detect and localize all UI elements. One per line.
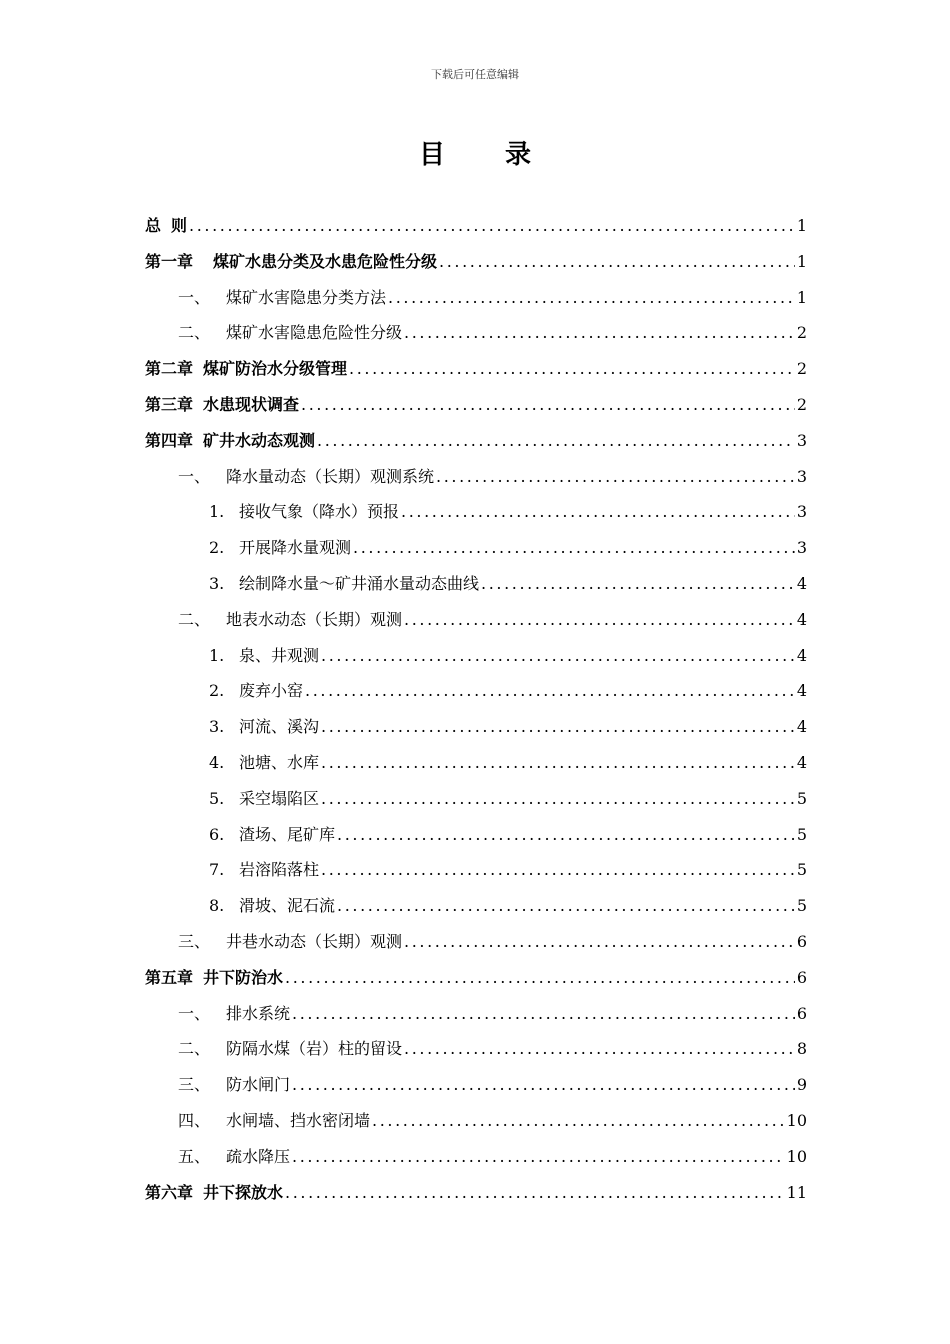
toc-entry-number: 一、	[178, 466, 211, 486]
toc-entry-number: 2.	[209, 538, 225, 558]
toc-entry-page: 8	[796, 1039, 807, 1059]
toc-entry[interactable]	[145, 638, 807, 674]
toc-entry[interactable]	[145, 888, 807, 924]
toc-entry[interactable]	[145, 960, 807, 996]
toc-entry-title: 地表水动态（长期）观测	[226, 609, 403, 629]
toc-entry-title: 井巷水动态（长期）观测	[226, 931, 403, 951]
toc-entry-page: 9	[796, 1075, 807, 1095]
toc-dot-leader	[292, 996, 795, 1032]
toc-entry[interactable]	[145, 208, 807, 244]
toc-entry-number: 三、	[178, 931, 211, 951]
toc-dot-leader	[321, 781, 795, 817]
toc-dot-leader	[401, 494, 795, 530]
toc-entry-page: 6	[796, 931, 807, 951]
toc-entry-title: 则	[171, 216, 188, 235]
toc-entry-number: 2.	[209, 681, 225, 701]
toc-entry-page: 4	[796, 717, 807, 737]
toc-entry-number: 3.	[209, 717, 225, 737]
toc-entry-title: 井下探放水	[203, 1182, 284, 1202]
toc-entry-number: 二、	[178, 609, 211, 629]
toc-entry-page: 5	[796, 788, 807, 808]
toc-entry[interactable]	[145, 817, 807, 853]
toc-entry-page: 4	[796, 609, 807, 629]
toc-entry-number: 二、	[178, 1039, 211, 1059]
toc-entry-number: 第五章	[145, 967, 194, 987]
toc-entry-page: 5	[796, 824, 807, 844]
toc-dot-leader	[189, 208, 795, 244]
toc-entry-number: 第四章	[145, 430, 194, 450]
toc-dot-leader	[349, 351, 795, 387]
toc-entry-title: 采空塌陷区	[239, 788, 320, 808]
toc-entry-number: 一、	[178, 287, 211, 307]
toc-entry-page: 4	[796, 645, 807, 665]
toc-dot-leader	[337, 888, 795, 924]
toc-entry-page: 4	[796, 752, 807, 772]
toc-entry[interactable]	[145, 745, 807, 781]
toc-entry[interactable]	[145, 852, 807, 888]
toc-entry-title: 滑坡、泥石流	[239, 896, 336, 916]
toc-entry[interactable]	[145, 459, 807, 495]
toc-dot-leader	[305, 673, 795, 709]
toc-dot-leader	[321, 852, 795, 888]
toc-entry[interactable]	[145, 996, 807, 1032]
toc-entry[interactable]	[145, 530, 807, 566]
toc-entry[interactable]	[145, 280, 807, 316]
table-of-contents	[145, 208, 807, 1210]
toc-entry-title: 防隔水煤（岩）柱的留设	[226, 1039, 403, 1059]
toc-dot-leader	[292, 1067, 795, 1103]
toc-dot-leader	[404, 315, 795, 351]
toc-entry[interactable]	[145, 244, 807, 280]
toc-entry-page: 5	[796, 896, 807, 916]
toc-entry[interactable]	[145, 709, 807, 745]
toc-entry[interactable]	[145, 423, 807, 459]
toc-entry[interactable]	[145, 673, 807, 709]
toc-entry-title: 水患现状调查	[203, 394, 300, 414]
toc-entry-title: 接收气象（降水）预报	[239, 502, 400, 522]
toc-entry[interactable]	[145, 602, 807, 638]
toc-entry-page: 2	[796, 394, 807, 414]
toc-dot-leader	[321, 709, 795, 745]
toc-entry-number: 7.	[209, 860, 225, 880]
toc-dot-leader	[404, 602, 795, 638]
toc-entry-number: 6.	[209, 824, 225, 844]
toc-entry-page: 3	[796, 466, 807, 486]
toc-dot-leader	[353, 530, 795, 566]
toc-entry[interactable]	[145, 1031, 807, 1067]
toc-dot-leader	[301, 387, 795, 423]
toc-entry-title: 井下防治水	[203, 967, 284, 987]
toc-entry-page: 5	[796, 860, 807, 880]
toc-entry-title: 疏水降压	[226, 1146, 291, 1166]
toc-entry-number: 一、	[178, 1003, 211, 1023]
toc-entry-page: 6	[796, 967, 807, 987]
toc-entry-page: 1	[796, 251, 807, 271]
toc-entry-number: 三、	[178, 1075, 211, 1095]
toc-entry-number: 第一章	[145, 251, 194, 271]
toc-entry-title: 河流、溪沟	[239, 717, 320, 737]
toc-entry-title: 降水量动态（长期）观测系统	[226, 466, 435, 486]
toc-entry-title: 排水系统	[226, 1003, 291, 1023]
toc-entry-title: 池塘、水库	[239, 752, 320, 772]
toc-entry-number: 5.	[209, 788, 225, 808]
toc-entry-title: 绘制降水量～矿井涌水量动态曲线	[239, 573, 480, 593]
toc-entry-number: 第三章	[145, 394, 194, 414]
toc-entry-number: 1.	[209, 502, 225, 522]
toc-entry-title: 煤矿水害隐患分类方法	[226, 287, 387, 307]
toc-entry-number: 四、	[178, 1110, 211, 1130]
toc-entry[interactable]	[145, 781, 807, 817]
toc-entry[interactable]	[145, 1103, 807, 1139]
page-title: 目录	[418, 140, 591, 170]
toc-entry-page: 1	[796, 287, 807, 307]
toc-entry[interactable]	[145, 566, 807, 602]
toc-entry-title: 煤矿防治水分级管理	[203, 359, 348, 379]
toc-entry-page: 2	[796, 323, 807, 343]
toc-entry-page: 3	[796, 538, 807, 558]
toc-entry-number: 五、	[178, 1146, 211, 1166]
toc-entry[interactable]	[145, 387, 807, 423]
toc-entry-page: 3	[796, 430, 807, 450]
toc-dot-leader	[292, 1139, 785, 1175]
toc-entry-title: 煤矿水害隐患危险性分级	[226, 323, 403, 343]
toc-entry-page: 4	[796, 681, 807, 701]
toc-dot-leader	[321, 638, 795, 674]
toc-entry-title: 矿井水动态观测	[203, 430, 316, 450]
toc-entry-page: 3	[796, 502, 807, 522]
toc-dot-leader	[321, 745, 795, 781]
toc-dot-leader	[285, 1175, 785, 1211]
toc-entry-title: 渣场、尾矿库	[239, 824, 336, 844]
toc-entry-title: 废弃小窑	[239, 681, 304, 701]
toc-entry[interactable]	[145, 1067, 807, 1103]
toc-entry-title: 煤矿水患分类及水患危险性分级	[213, 251, 438, 271]
toc-dot-leader	[481, 566, 795, 602]
toc-entry-page: 10	[786, 1110, 807, 1130]
toc-entry-title: 防水闸门	[226, 1075, 291, 1095]
toc-entry-number: 二、	[178, 323, 211, 343]
toc-dot-leader	[436, 459, 795, 495]
toc-entry-title: 水闸墙、挡水密闭墙	[226, 1110, 371, 1130]
toc-entry-title: 泉、井观测	[239, 645, 320, 665]
toc-entry-number: 8.	[209, 896, 225, 916]
toc-entry-number: 第六章	[145, 1182, 194, 1202]
toc-entry[interactable]	[145, 924, 807, 960]
toc-entry[interactable]	[145, 351, 807, 387]
toc-entry-page: 2	[796, 359, 807, 379]
toc-dot-leader	[285, 960, 795, 996]
toc-entry[interactable]	[145, 1175, 807, 1211]
toc-dot-leader	[372, 1103, 785, 1139]
toc-entry-number: 4.	[209, 752, 225, 772]
toc-entry-number: 1.	[209, 645, 225, 665]
toc-dot-leader	[317, 423, 795, 459]
toc-entry-page: 1	[796, 216, 807, 235]
page-header: 下载后可任意编辑	[431, 68, 519, 81]
toc-entry-title: 开展降水量观测	[239, 538, 352, 558]
toc-entry-number: 总	[145, 216, 162, 235]
toc-dot-leader	[404, 1031, 795, 1067]
toc-entry-title: 岩溶陷落柱	[239, 860, 320, 880]
toc-entry-number: 3.	[209, 573, 225, 593]
toc-dot-leader	[404, 924, 795, 960]
toc-entry[interactable]	[145, 315, 807, 351]
toc-dot-leader	[337, 817, 795, 853]
toc-entry-page: 6	[796, 1003, 807, 1023]
toc-entry-page: 10	[786, 1146, 807, 1166]
toc-entry-page: 4	[796, 573, 807, 593]
toc-dot-leader	[439, 244, 795, 280]
toc-entry[interactable]	[145, 494, 807, 530]
toc-dot-leader	[388, 280, 795, 316]
toc-entry[interactable]	[145, 1139, 807, 1175]
toc-entry-number: 第二章	[145, 359, 194, 379]
toc-entry-page: 11	[786, 1182, 807, 1202]
